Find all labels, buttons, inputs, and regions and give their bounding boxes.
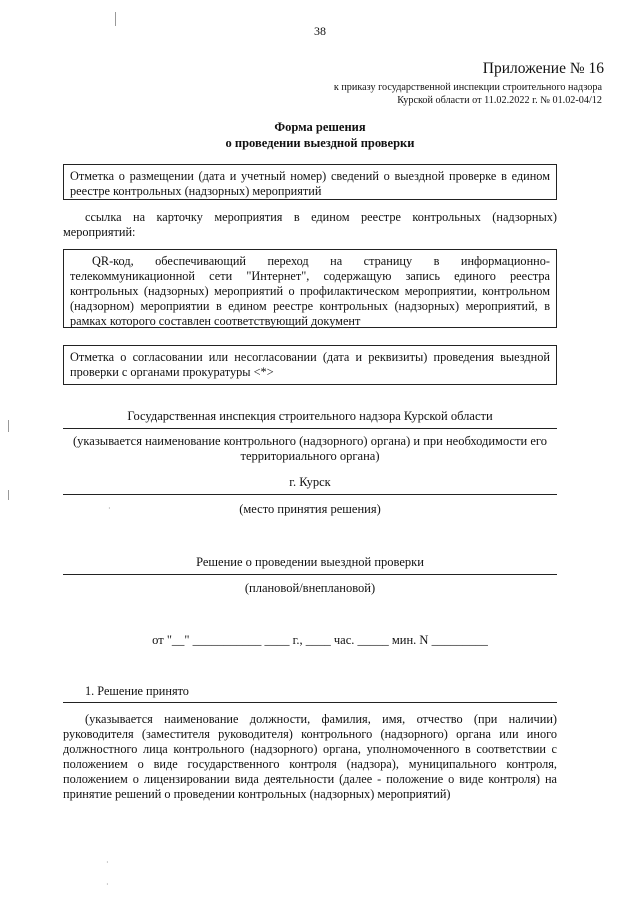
registry-link-text: ссылка на карточку мероприятия в едином реестре контрольных (надзорных) мероприятий: (63, 210, 557, 239)
decision-title: Решение о проведении выездной проверки (196, 555, 424, 569)
scan-artifact (8, 420, 9, 432)
appendix-order-line-1: к приказу государственной инспекции строительного надзора (333, 82, 602, 93)
organization-hint: (указывается наименование контрольного (надзорного) органа) и при необходимости его территориального органа) (73, 434, 547, 463)
decision-type-hint: (плановой/внеплановой) (244, 581, 376, 595)
appendix-title: Приложение № 16 (482, 60, 604, 77)
city-name: г. Курск (289, 475, 331, 489)
scan-artifact (8, 490, 9, 500)
decision-title-line (63, 574, 557, 575)
organization-name: Государственная инспекция строительного надзора Курской области (127, 409, 493, 423)
item-1-heading: 1. Решение принято (85, 684, 189, 698)
form-title-line-2: о проведении выездной проверки (225, 136, 415, 150)
qr-code-box: QR-код, обеспечивающий переход на страницу в информационно-телекоммуникационной сети "Интернет", содержащую запись единого реестра контрольных (надзорных) мероприятий о профилактическом мероприятии, контрольном (надзорном) мероприятии в едином реестре контрольных (надзорных) мероприятий, в рамках которого составлен соответствующий документ (63, 249, 557, 328)
prosecutor-approval-box: Отметка о согласовании или несогласовании (дата и реквизиты) проведения выездной проверки с органами прокуратуры <*> (63, 345, 557, 385)
city-line (63, 494, 557, 495)
decision-date-line: от "__" ___________ ____ г., ____ час. _____ мин. N _________ (152, 633, 488, 647)
scan-artifact: · (106, 858, 109, 867)
scan-artifact: · (106, 880, 109, 889)
registry-mark-box: Отметка о размещении (дата и учетный номер) сведений о выездной проверке в едином реестре контрольных (надзорных) мероприятий (63, 164, 557, 200)
item-1-line (63, 702, 557, 703)
page-number: 38 (314, 24, 326, 38)
appendix-order-line-2: Курской области от 11.02.2022 г. № 01.02-04/12 (397, 95, 602, 106)
form-title-line-1: Форма решения (274, 120, 366, 134)
city-hint: (место принятия решения) (239, 502, 381, 516)
organization-name-line (63, 428, 557, 429)
item-1-hint: (указывается наименование должности, фамилия, имя, отчество (при наличии) руководителя (заместителя руководителя) контрольного (надзорного) органа или иного должностного лица контрольного (надзорного) органа, уполномоченного в соответствии с положением о виде государственного контроля (надзора), муниципального контроля, положением о лицензировании вида деятельности (далее - положение о виде контроля) на принятие решений о проведении контрольных (надзорных) мероприятий) (63, 712, 557, 801)
scan-artifact: · (108, 504, 111, 513)
